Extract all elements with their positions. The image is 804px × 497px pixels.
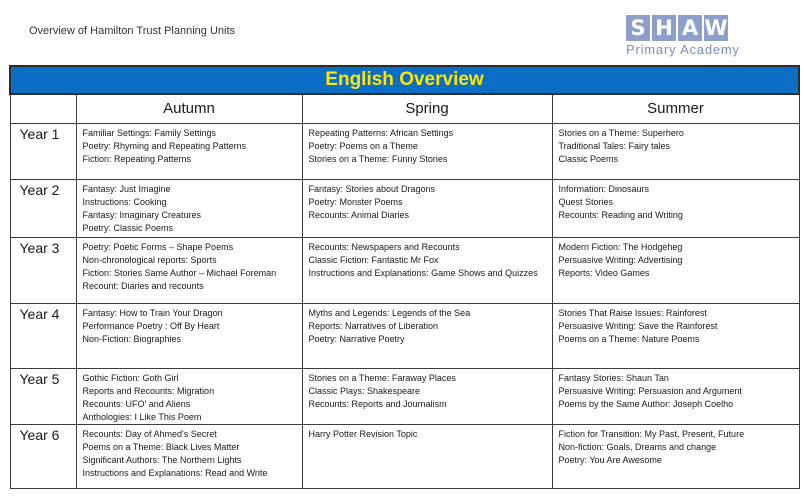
unit-item: Significant Authors: The Northern Lights bbox=[82, 455, 242, 465]
unit-item: Recounts: Animal Diaries bbox=[308, 210, 410, 220]
unit-item: Repeating Patterns: African Settings bbox=[308, 128, 454, 138]
table-row bbox=[10, 304, 799, 369]
unit-item: Classic Poems bbox=[558, 154, 619, 164]
unit-item: Information: Dinosaurs bbox=[558, 184, 650, 194]
shaw-academy-logo bbox=[626, 15, 756, 59]
logo-letters bbox=[626, 15, 756, 41]
logo-letter: H bbox=[652, 15, 676, 41]
table-title-row bbox=[10, 66, 799, 94]
spring-units-cell bbox=[302, 124, 552, 180]
unit-item: Poetry: Monster Poems bbox=[308, 197, 403, 207]
summer-units-cell bbox=[552, 369, 799, 425]
logo-letter: W bbox=[704, 16, 728, 40]
unit-item: Fantasy: Stories about Dragons bbox=[308, 184, 436, 194]
unit-item: Traditional Tales: Fairy tales bbox=[558, 141, 671, 151]
unit-item: Fantasy: How to Train Your Dragon bbox=[82, 308, 223, 318]
unit-item: Persuasive Writing: Save the Rainforest bbox=[558, 321, 718, 331]
unit-item: Anthologies: I Like This Poem bbox=[82, 412, 202, 422]
unit-item: Reports: Video Games bbox=[558, 268, 650, 278]
unit-item: Gothic Fiction: Goth Girl bbox=[82, 373, 179, 383]
unit-item: Instructions and Explanations: Read and Write bbox=[82, 468, 268, 478]
logo-subtitle: Primary Academy bbox=[626, 42, 740, 57]
unit-item: Poetry: Rhyming and Repeating Patterns bbox=[82, 141, 247, 151]
season-header-row bbox=[10, 94, 799, 124]
table-title: English Overview bbox=[10, 66, 799, 94]
autumn-units-cell bbox=[76, 369, 302, 425]
unit-item: Poems by the Same Author: Joseph Coelho bbox=[558, 399, 734, 409]
unit-item: Stories on a Theme: Faraway Places bbox=[308, 373, 456, 383]
unit-item: Poetry: You Are Awesome bbox=[558, 455, 662, 465]
unit-item: Instructions and Explanations: Game Shows and Quizzes bbox=[308, 268, 538, 278]
spring-units-cell bbox=[302, 369, 552, 425]
autumn-units-cell bbox=[76, 425, 302, 489]
unit-item: Harry Potter Revision Topic bbox=[308, 429, 418, 439]
season-header-summer: Summer bbox=[552, 94, 799, 124]
summer-units-cell bbox=[552, 180, 799, 238]
unit-item: Non-chronological reports: Sports bbox=[82, 255, 217, 265]
english-overview-table bbox=[9, 65, 800, 489]
year-label: Year 4 bbox=[10, 304, 76, 369]
unit-item: Non-Fiction: Biographies bbox=[82, 334, 182, 344]
table-row bbox=[10, 369, 799, 425]
logo-letter: S bbox=[626, 15, 650, 41]
autumn-units-cell bbox=[76, 180, 302, 238]
unit-item: Quest Stories bbox=[558, 197, 614, 207]
summer-units-cell bbox=[552, 238, 799, 304]
unit-item: Myths and Legends: Legends of the Sea bbox=[308, 308, 471, 318]
table-row bbox=[10, 180, 799, 238]
unit-item: Stories That Raise Issues: Rainforest bbox=[558, 308, 707, 318]
unit-item: Recounts: Reading and Writing bbox=[558, 210, 683, 220]
unit-item: Recounts: UFO' and Aliens bbox=[82, 399, 191, 409]
autumn-units-cell bbox=[76, 124, 302, 180]
unit-item: Poetry: Narrative Poetry bbox=[308, 334, 405, 344]
unit-item: Recounts: Day of Ahmed's Secret bbox=[82, 429, 217, 439]
unit-item: Fantasy: Imaginary Creatures bbox=[82, 210, 202, 220]
unit-item: Recounts: Newspapers and Recounts bbox=[308, 242, 460, 252]
summer-units-cell bbox=[552, 124, 799, 180]
spring-units-cell bbox=[302, 304, 552, 369]
season-header-spring: Spring bbox=[302, 94, 552, 124]
spring-units-cell bbox=[302, 180, 552, 238]
unit-item: Familiar Settings: Family Settings bbox=[82, 128, 217, 138]
autumn-units-cell bbox=[76, 238, 302, 304]
unit-item: Reports: Narratives of Liberation bbox=[308, 321, 439, 331]
unit-item: Fiction: Stories Same Author – Michael Foreman bbox=[82, 268, 277, 278]
year-label: Year 1 bbox=[10, 124, 76, 180]
document-header-title: Overview of Hamilton Trust Planning Units bbox=[29, 25, 236, 37]
unit-item: Poetry: Classic Poems bbox=[82, 223, 174, 233]
unit-item: Fantasy Stories: Shaun Tan bbox=[558, 373, 669, 383]
unit-item: Stories on a Theme: Funny Stories bbox=[308, 154, 448, 164]
table-row bbox=[10, 124, 799, 180]
unit-item: Fantasy: Just Imagine bbox=[82, 184, 171, 194]
spring-units-cell bbox=[302, 238, 552, 304]
unit-item: Poems on a Theme: Nature Poems bbox=[558, 334, 700, 344]
unit-item: Modern Fiction: The Hodgeheg bbox=[558, 242, 683, 252]
autumn-units-cell bbox=[76, 304, 302, 369]
unit-item: Non-fiction: Goals, Dreams and change bbox=[558, 442, 717, 452]
unit-item: Instructions: Cooking bbox=[82, 197, 167, 207]
season-header-autumn: Autumn bbox=[76, 94, 302, 124]
unit-item: Classic Plays: Shakespeare bbox=[308, 386, 421, 396]
unit-item: Recount: Diaries and recounts bbox=[82, 281, 204, 291]
summer-units-cell bbox=[552, 304, 799, 369]
logo-letter: A bbox=[678, 15, 702, 41]
year-label: Year 5 bbox=[10, 369, 76, 425]
unit-item: Poetry: Poetic Forms – Shape Poems bbox=[82, 242, 234, 252]
year-label: Year 3 bbox=[10, 238, 76, 304]
unit-item: Stories on a Theme: Superhero bbox=[558, 128, 684, 138]
spring-units-cell bbox=[302, 425, 552, 489]
unit-item: Recounts: Reports and Journalism bbox=[308, 399, 447, 409]
table-row bbox=[10, 425, 799, 489]
unit-item: Poetry: Poems on a Theme bbox=[308, 141, 418, 151]
unit-item: Poems on a Theme: Black Lives Matter bbox=[82, 442, 240, 452]
unit-item: Persuasive Writing: Advertising bbox=[558, 255, 683, 265]
unit-item: Classic Fiction: Fantastic Mr Fox bbox=[308, 255, 439, 265]
table-row bbox=[10, 238, 799, 304]
unit-item: Performance Poetry : Off By Heart bbox=[82, 321, 220, 331]
unit-item: Fiction: Repeating Patterns bbox=[82, 154, 192, 164]
year-label: Year 6 bbox=[10, 425, 76, 489]
corner-cell bbox=[10, 94, 76, 124]
unit-item: Persuasive Writing: Persuasion and Argument bbox=[558, 386, 742, 396]
unit-item: Fiction for Transition: My Past, Present, Future bbox=[558, 429, 745, 439]
year-label: Year 2 bbox=[10, 180, 76, 238]
unit-item: Reports and Recounts: Migration bbox=[82, 386, 215, 396]
summer-units-cell bbox=[552, 425, 799, 489]
